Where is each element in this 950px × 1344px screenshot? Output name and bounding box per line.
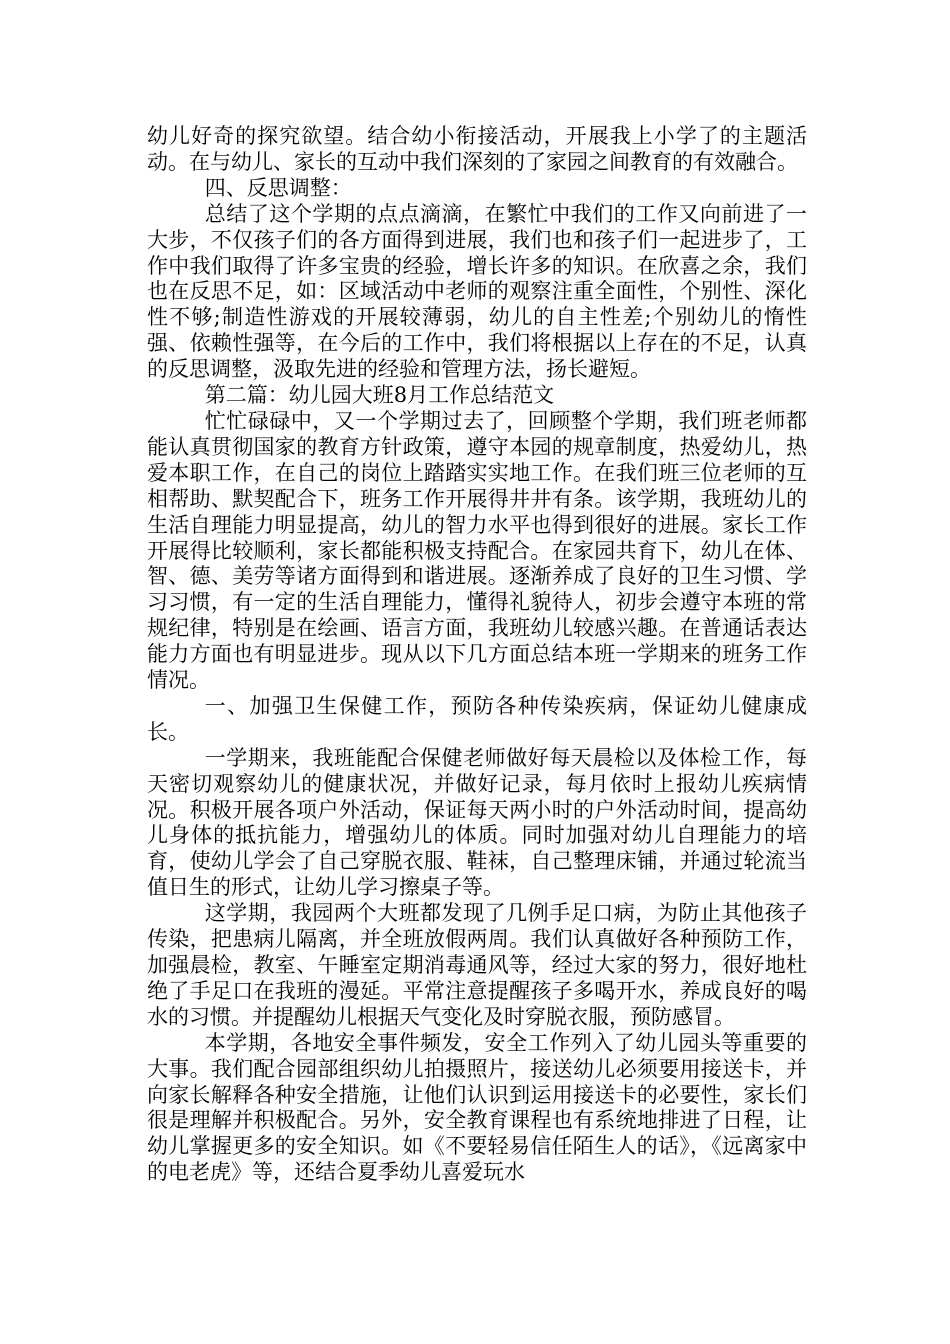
paragraph-disease-prevention: 这学期，我园两个大班都发现了几例手足口病，为防止其他孩子传染，把患病儿隔离，并全班放假两周。我们认真做好各种预防工作，加强晨检，教室、午睡室定期消毒通风等，经过大家的努力，很好地杜绝了手足口在我班的漫延。平常注意提醒孩子多喝开水，养成良好的喝水的习惯。并提醒幼儿根据天气变化及时穿脱衣服，预防感冒。	[147, 901, 807, 1029]
paragraph-continuation: 幼儿好奇的探究欲望。结合幼小衔接活动，开展我上小学了的主题活动。在与幼儿、家长的互动中我们深刻的了家园之间教育的有效融合。	[147, 124, 807, 174]
paragraph-reflection: 总结了这个学期的点点滴滴，在繁忙中我们的工作又向前进了一大步，不仅孩子们的各方面得到进展，我们也和孩子们一起进步了，工作中我们取得了许多宝贵的经验，增长许多的知识。在欣喜之余，我们也在反思不足，如：区域活动中老师的观察注重全面性，个别性、深化性不够;制造性游戏的开展较薄弱，幼儿的自主性差;个别幼儿的惰性强、依赖性强等，在今后的工作中，我们将根据以上存在的不足，认真的反思调整，汲取先进的经验和管理方法，扬长避短。	[147, 201, 807, 382]
paragraph-health-care: 一学期来，我班能配合保健老师做好每天晨检以及体检工作，每天密切观察幼儿的健康状况，并做好记录，每月依时上报幼儿疾病情况。积极开展各项户外活动，保证每天两小时的户外活动时间，提高幼儿身体的抵抗能力，增强幼儿的体质。同时加强对幼儿自理能力的培育，使幼儿学会了自己穿脱衣服、鞋袜，自己整理床铺，并通过轮流当值日生的形式，让幼儿学习擦桌子等。	[147, 745, 807, 900]
paragraph-safety: 本学期，各地安全事件频发，安全工作列入了幼儿园头等重要的大事。我们配合园部组织幼儿拍摄照片，接送幼儿必须要用接送卡，并向家长解释各种安全措施，让他们认识到运用接送卡的必要性，家长们很是理解并积极配合。另外，安全教育课程也有系统地排进了日程，让幼儿掌握更多的安全知识。如《不要轻易信任陌生人的话》，《远离家中的电老虎》等，还结合夏季幼儿喜爱玩水	[147, 1030, 807, 1185]
paragraph-intro: 忙忙碌碌中，又一个学期过去了，回顾整个学期，我们班老师都能认真贯彻国家的教育方针政策，遵守本园的规章制度，热爱幼儿，热爱本职工作，在自己的岗位上踏踏实实地工作。在我们班三位老师的互相帮助、默契配合下，班务工作开展得井井有条。该学期，我班幼儿的生活自理能力明显提高，幼儿的智力水平也得到很好的进展。家长工作开展得比较顺利，家长都能积极支持配合。在家园共育下，幼儿在体、智、德、美劳等诸方面得到和谐进展。逐渐养成了良好的卫生习惯、学习习惯，有一定的生活自理能力，懂得礼貌待人，初步会遵守本班的常规纪律，特别是在绘画、语言方面，我班幼儿较感兴趣。在普通话表达能力方面也有明显进步。现从以下几方面总结本班一学期来的班务工作情况。	[147, 408, 807, 693]
document-body	[147, 124, 807, 1186]
section-heading-reflection: 四、反思调整：	[204, 175, 352, 200]
article-title-second: 第二篇：幼儿园大班8月工作总结范文	[204, 383, 555, 408]
section-heading-health: 一、加强卫生保健工作，预防各种传染疾病，保证幼儿健康成长。	[147, 693, 807, 744]
